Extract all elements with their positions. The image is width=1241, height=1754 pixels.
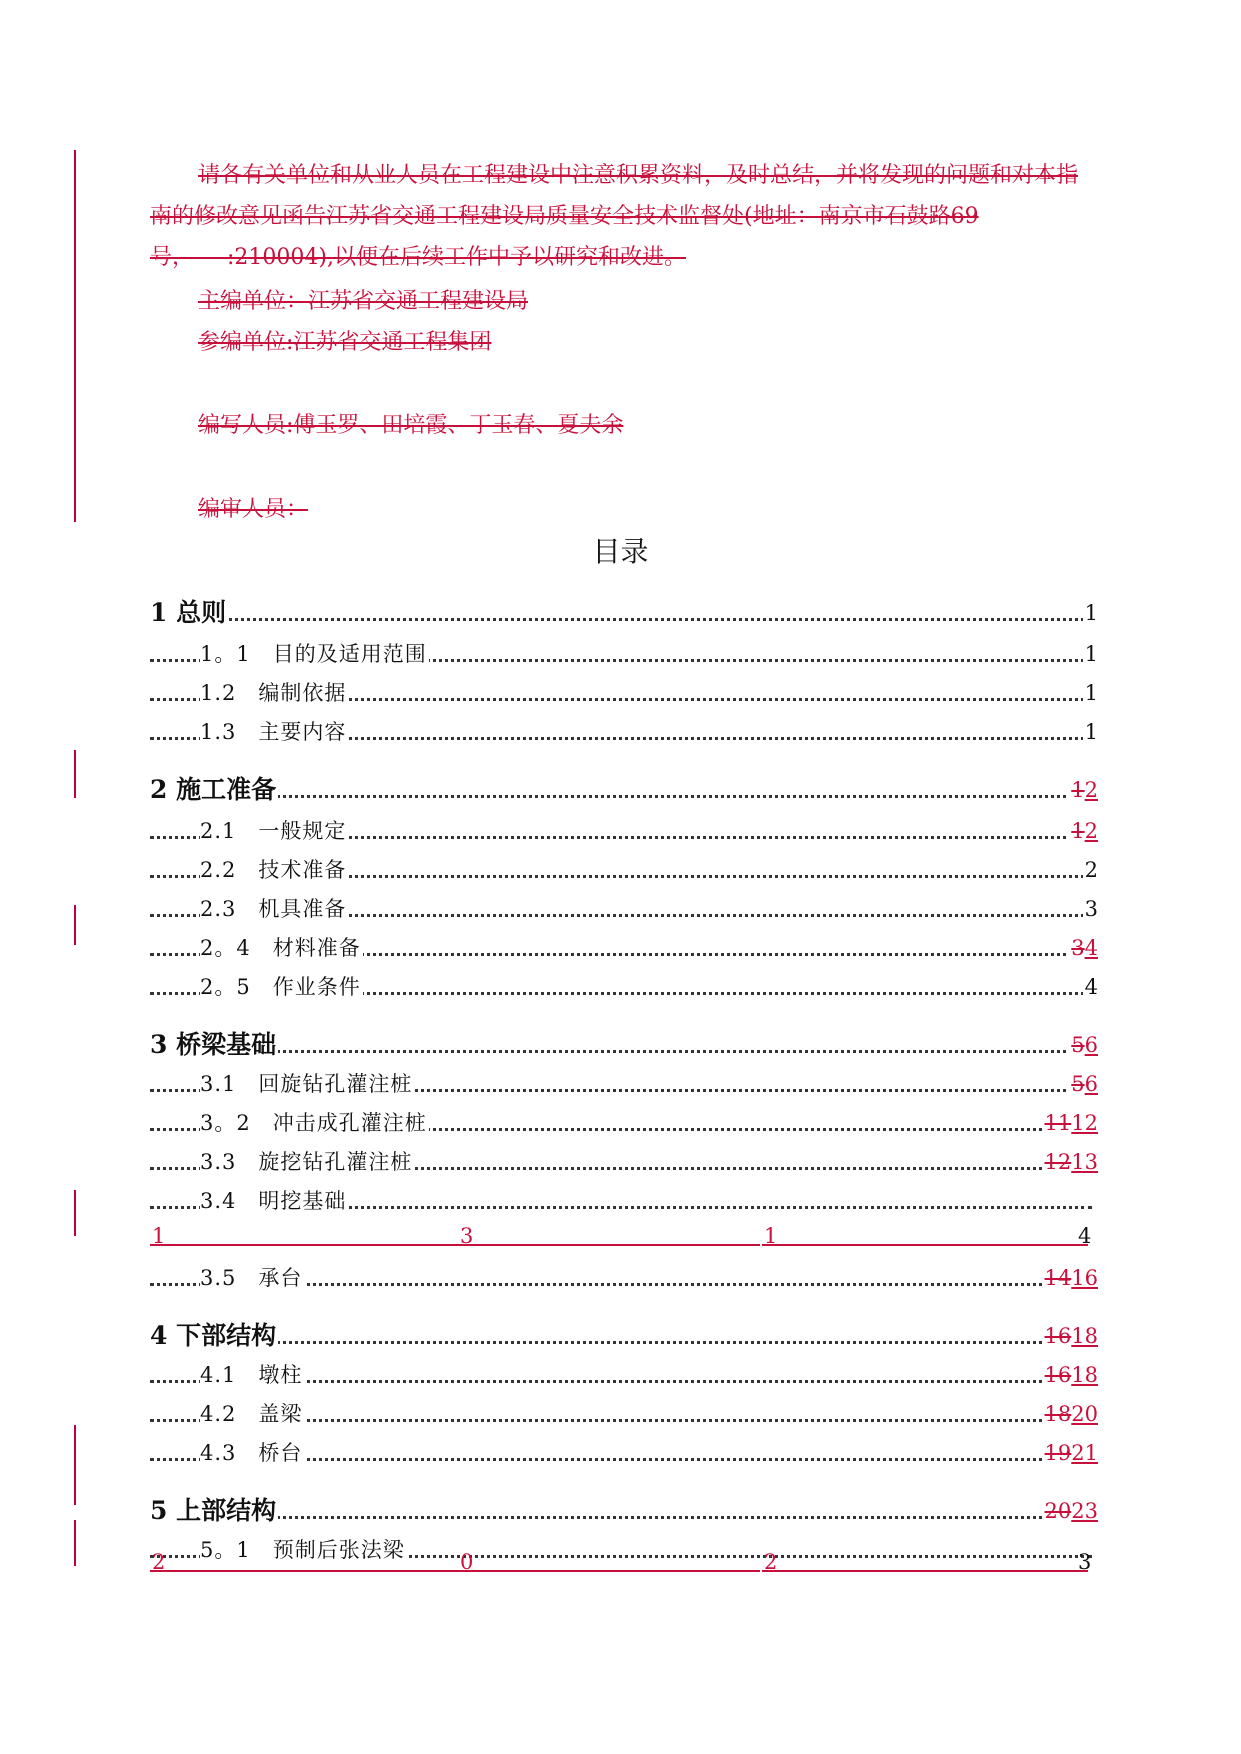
page-digit: 3 [460,1224,474,1248]
toc-label: 1。1 目的及适用范围 [200,638,429,670]
toc-label: 2。5 作业条件 [200,971,363,1003]
page-digit: 0 [460,1550,474,1574]
toc-label: 3 桥梁基础 [150,1030,277,1059]
toc-label: 1 总则 [150,598,227,627]
toc-label: 4.1 墩柱 [200,1359,304,1391]
toc-chapter[interactable] [150,597,1098,629]
change-bar [74,1190,76,1236]
toc-label: 2 施工准备 [150,775,277,804]
deleted-page-number: 12 [1044,1150,1072,1174]
toc-label: 2.2 技术准备 [200,854,348,886]
page-digit: 2 [764,1550,778,1574]
toc-title: 目录 [592,535,649,568]
toc-label: 5 上部结构 [150,1496,277,1525]
strike-rule [150,1570,760,1572]
leader-dots [150,1516,1098,1519]
page-digit: 3 [1078,1550,1092,1574]
toc-section[interactable] [150,971,1098,1003]
change-bar [74,150,76,522]
deleted-page-number: 11 [1044,1111,1072,1135]
toc-label: 4.2 盖梁 [200,1398,304,1430]
toc-section[interactable] [150,815,1098,847]
toc-page-number [1069,932,1098,964]
deleted-page-number: 16 [1044,1363,1072,1387]
change-bar [74,1520,76,1566]
toc-section[interactable] [150,893,1098,925]
change-bar [74,750,76,798]
leader-dots [150,795,1098,798]
chief-unit: 主编单位：江苏省交通工程建设局 [198,289,529,314]
underline-rule [762,1570,1088,1572]
toc-page-number: 2 [1083,854,1098,886]
toc-section[interactable] [150,1398,1098,1430]
co-unit: 参编单位:江苏省交通工程集团 [198,330,492,355]
toc-label: 3.3 旋挖钻孔灌注桩 [200,1146,414,1178]
leader-dots [150,1341,1098,1344]
toc-page-number [1043,1437,1098,1469]
toc-label: 3.1 回旋钻孔灌注桩 [200,1068,414,1100]
toc-page-number-row [150,1550,1098,1580]
inserted-page-number: 2 [1084,819,1098,843]
toc-page-number [1043,1495,1098,1527]
deleted-page-number: 3 [1071,936,1085,960]
leader-dots [150,1050,1098,1053]
inserted-page-number: 13 [1071,1150,1098,1174]
page-digit: 2 [152,1550,166,1574]
change-bar [74,1425,76,1505]
toc-page-number: 1 [1083,597,1098,629]
toc-label: 3。2 冲击成孔灌注桩 [200,1107,429,1139]
toc-section[interactable] [150,854,1098,886]
toc-label: 4 下部结构 [150,1321,277,1350]
intro-paragraph: 请各有关单位和从业人员在工程建设中注意积累资料，及时总结，并将发现的问题和对本指南的修改意见函告江苏省交通工程建设局质量安全技术监督处(地址：南京市石鼓路69号， :210004),以便在后续工作中予以研究和改进。 [150,163,1079,270]
toc-section[interactable] [150,677,1098,709]
toc-chapter[interactable] [150,1029,1098,1061]
inserted-page-number: 2 [1084,778,1098,802]
inserted-page-number: 23 [1071,1499,1098,1523]
toc-page-number [1069,1068,1098,1100]
toc-page-number: 4 [1083,971,1098,1003]
deleted-page-number: 5 [1071,1033,1085,1057]
toc-section[interactable] [150,1068,1098,1100]
deleted-page-number: 18 [1044,1402,1072,1426]
toc-chapter[interactable] [150,1495,1098,1527]
toc-page-number [1043,1398,1098,1430]
toc-section[interactable] [150,1359,1098,1391]
deleted-page-number: 16 [1044,1324,1072,1348]
deleted-page-number: 1 [1071,778,1085,802]
toc-page-number [1069,1029,1098,1061]
toc-label: 3.5 承台 [200,1262,304,1294]
toc-page-number: 1 [1083,716,1098,748]
toc-page-number [1043,1262,1098,1294]
toc-section[interactable] [150,716,1098,748]
leader-dots [150,618,1098,621]
inserted-page-number: 20 [1071,1402,1098,1426]
toc-section[interactable] [150,638,1098,670]
toc-section[interactable] [150,1107,1098,1139]
toc-page-number: 1 [1083,677,1098,709]
toc-label: 2。4 材料准备 [200,932,363,964]
toc-label: 3.4 明挖基础 [200,1185,348,1217]
page-digit: 4 [1078,1224,1092,1248]
inserted-page-number: 18 [1071,1363,1098,1387]
toc-section[interactable] [150,1185,1098,1217]
writers: 编写人员:傅玉罗、田培霞、丁玉春、夏夫余 [198,413,624,438]
toc-page-number [1069,815,1098,847]
toc-chapter[interactable] [150,774,1098,806]
toc-label: 1.3 主要内容 [200,716,348,748]
strike-rule [150,1244,760,1246]
toc-page-number [1043,1359,1098,1391]
deleted-page-number: 5 [1071,1072,1085,1096]
inserted-page-number: 12 [1071,1111,1098,1135]
toc-section[interactable] [150,932,1098,964]
deleted-page-number: 1 [1071,819,1085,843]
page-digit: 1 [764,1224,778,1248]
underline-rule [762,1244,1088,1246]
toc-page-number: 1 [1083,638,1098,670]
toc-label: 2.3 机具准备 [200,893,348,925]
toc-page-number [1043,1146,1098,1178]
deleted-page-number: 20 [1044,1499,1072,1523]
change-bar [74,905,76,945]
page-digit: 1 [152,1224,166,1248]
inserted-page-number: 6 [1084,1033,1098,1057]
inserted-page-number: 6 [1084,1072,1098,1096]
toc-label: 1.2 编制依据 [200,677,348,709]
toc-label: 2.1 一般规定 [200,815,348,847]
toc-section[interactable] [150,1262,1098,1294]
inserted-page-number: 21 [1071,1441,1098,1465]
toc-page-number [1043,1320,1098,1352]
toc-chapter[interactable] [150,1320,1098,1352]
toc-page-number: 3 [1083,893,1098,925]
toc-page-number-row [150,1224,1098,1254]
reviewers: 编审人员： [198,497,309,522]
inserted-page-number: 4 [1084,936,1098,960]
toc-label: 4.3 桥台 [200,1437,304,1469]
toc-section[interactable] [150,1437,1098,1469]
toc-label: 5。1 预制后张法梁 [200,1534,407,1566]
inserted-page-number: 18 [1071,1324,1098,1348]
deleted-page-number: 19 [1044,1441,1072,1465]
deleted-page-number: 14 [1044,1266,1072,1290]
inserted-page-number: 16 [1071,1266,1098,1290]
toc-page-number [1069,774,1098,806]
toc-section[interactable] [150,1146,1098,1178]
toc-page-number [1043,1107,1098,1139]
